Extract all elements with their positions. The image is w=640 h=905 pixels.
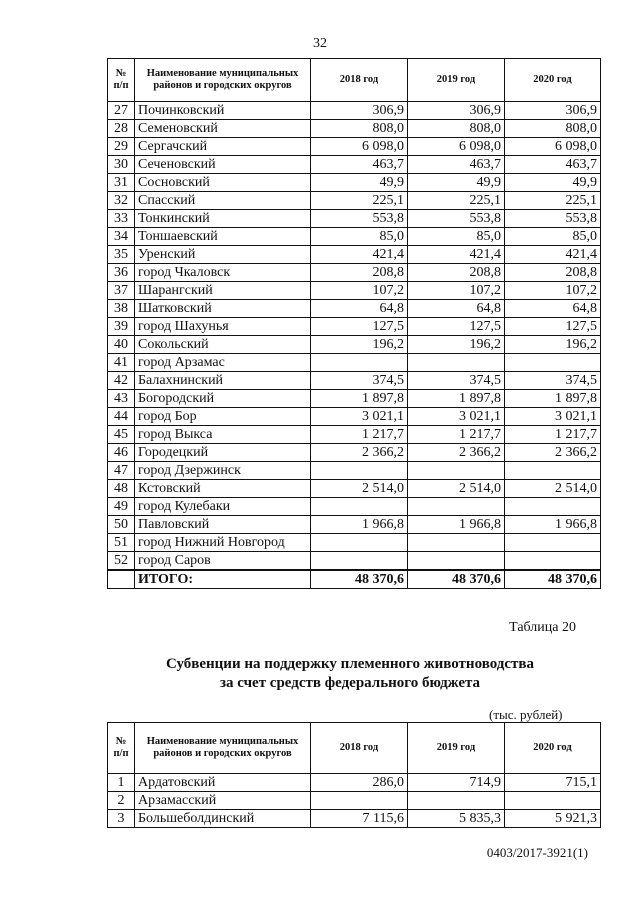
district-name-cell: Сергачский — [135, 138, 311, 156]
table-row — [108, 498, 601, 516]
row-number-cell: 1 — [108, 774, 135, 792]
value-2018-cell: 7 115,6 — [311, 810, 408, 828]
total-2020-cell: 48 370,6 — [505, 570, 601, 589]
total-label-cell: ИТОГО: — [135, 570, 311, 589]
value-2020-cell: 1 217,7 — [505, 426, 601, 444]
district-name-cell: город Шахунья — [135, 318, 311, 336]
header-2019: 2019 год — [408, 59, 505, 102]
row-number-cell: 52 — [108, 552, 135, 571]
value-2019-cell: 2 514,0 — [408, 480, 505, 498]
total-number-cell — [108, 570, 135, 589]
table-row — [108, 516, 601, 534]
value-2018-cell — [311, 792, 408, 810]
row-number-cell: 51 — [108, 534, 135, 552]
value-2018-cell: 1 897,8 — [311, 390, 408, 408]
value-2018-cell — [311, 552, 408, 571]
table-row — [108, 246, 601, 264]
header-name: Наименование муниципальных районов и городских округов — [135, 59, 311, 102]
value-2020-cell — [505, 498, 601, 516]
table-row — [108, 138, 601, 156]
value-2019-cell: 64,8 — [408, 300, 505, 318]
district-name-cell: Тоншаевский — [135, 228, 311, 246]
district-name-cell: город Арзамас — [135, 354, 311, 372]
table-row — [108, 300, 601, 318]
value-2020-cell: 6 098,0 — [505, 138, 601, 156]
district-name-cell: Сеченовский — [135, 156, 311, 174]
row-number-cell: 32 — [108, 192, 135, 210]
header-name: Наименование муниципальных районов и городских округов — [135, 723, 311, 774]
value-2020-cell — [505, 534, 601, 552]
value-2018-cell: 2 514,0 — [311, 480, 408, 498]
district-name-cell: город Дзержинск — [135, 462, 311, 480]
table-row — [108, 174, 601, 192]
district-name-cell: Богородский — [135, 390, 311, 408]
district-name-cell: город Кулебаки — [135, 498, 311, 516]
district-name-cell: Кстовский — [135, 480, 311, 498]
table-row — [108, 264, 601, 282]
value-2019-cell: 127,5 — [408, 318, 505, 336]
district-name-cell: город Саров — [135, 552, 311, 571]
value-2019-cell: 421,4 — [408, 246, 505, 264]
section-title-line-2: за счет средств федерального бюджета — [219, 675, 481, 691]
total-2019-cell: 48 370,6 — [408, 570, 505, 589]
value-2020-cell: 49,9 — [505, 174, 601, 192]
row-number-cell: 36 — [108, 264, 135, 282]
district-name-cell: город Чкаловск — [135, 264, 311, 282]
total-row — [108, 570, 601, 589]
district-name-cell: Уренский — [135, 246, 311, 264]
table-row — [108, 390, 601, 408]
value-2019-cell — [408, 534, 505, 552]
district-name-cell: Сокольский — [135, 336, 311, 354]
row-number-cell: 2 — [108, 792, 135, 810]
table-header-row — [108, 723, 601, 774]
value-2019-cell: 225,1 — [408, 192, 505, 210]
total-2018-cell: 48 370,6 — [311, 570, 408, 589]
table-row — [108, 792, 601, 810]
value-2018-cell: 127,5 — [311, 318, 408, 336]
value-2019-cell — [408, 552, 505, 571]
value-2018-cell — [311, 498, 408, 516]
table-row — [108, 426, 601, 444]
table-row — [108, 444, 601, 462]
value-2018-cell: 1 966,8 — [311, 516, 408, 534]
value-2020-cell — [505, 462, 601, 480]
value-2020-cell: 5 921,3 — [505, 810, 601, 828]
value-2020-cell: 107,2 — [505, 282, 601, 300]
header-2019: 2019 год — [408, 723, 505, 774]
table-caption: Таблица 20 — [509, 620, 576, 635]
breeding-subsidy-table — [107, 722, 601, 828]
page-number: 32 — [313, 36, 327, 51]
value-2018-cell: 196,2 — [311, 336, 408, 354]
row-number-cell: 28 — [108, 120, 135, 138]
value-2020-cell: 3 021,1 — [505, 408, 601, 426]
district-name-cell: Тонкинский — [135, 210, 311, 228]
row-number-cell: 41 — [108, 354, 135, 372]
table-row — [108, 462, 601, 480]
value-2018-cell: 2 366,2 — [311, 444, 408, 462]
value-2020-cell: 85,0 — [505, 228, 601, 246]
value-2019-cell: 107,2 — [408, 282, 505, 300]
district-name-cell: Шатковский — [135, 300, 311, 318]
value-2019-cell: 374,5 — [408, 372, 505, 390]
table-row — [108, 774, 601, 792]
table-row — [108, 534, 601, 552]
district-name-cell: Городецкий — [135, 444, 311, 462]
value-2019-cell: 1 897,8 — [408, 390, 505, 408]
value-2019-cell: 463,7 — [408, 156, 505, 174]
table-row — [108, 552, 601, 571]
row-number-cell: 44 — [108, 408, 135, 426]
row-number-cell: 45 — [108, 426, 135, 444]
value-2018-cell: 463,7 — [311, 156, 408, 174]
table-row — [108, 480, 601, 498]
district-name-cell: Шарангский — [135, 282, 311, 300]
table-row — [108, 156, 601, 174]
value-2019-cell: 1 217,7 — [408, 426, 505, 444]
value-2020-cell: 1 897,8 — [505, 390, 601, 408]
value-2020-cell: 208,8 — [505, 264, 601, 282]
value-2020-cell — [505, 792, 601, 810]
row-number-cell: 38 — [108, 300, 135, 318]
row-number-cell: 49 — [108, 498, 135, 516]
header-2018: 2018 год — [311, 59, 408, 102]
value-2018-cell: 421,4 — [311, 246, 408, 264]
value-2019-cell: 5 835,3 — [408, 810, 505, 828]
table-row — [108, 120, 601, 138]
value-2018-cell: 306,9 — [311, 102, 408, 120]
table-row — [108, 810, 601, 828]
value-2020-cell: 808,0 — [505, 120, 601, 138]
row-number-cell: 35 — [108, 246, 135, 264]
district-name-cell: Ардатовский — [135, 774, 311, 792]
district-name-cell: Павловский — [135, 516, 311, 534]
row-number-cell: 37 — [108, 282, 135, 300]
header-2018: 2018 год — [311, 723, 408, 774]
row-number-cell: 34 — [108, 228, 135, 246]
value-2018-cell: 374,5 — [311, 372, 408, 390]
row-number-cell: 29 — [108, 138, 135, 156]
value-2020-cell — [505, 552, 601, 571]
value-2018-cell — [311, 354, 408, 372]
value-2019-cell: 49,9 — [408, 174, 505, 192]
units-label: (тыс. рублей) — [489, 707, 563, 722]
row-number-cell: 31 — [108, 174, 135, 192]
district-name-cell: Спасский — [135, 192, 311, 210]
table-row — [108, 318, 601, 336]
row-number-cell: 3 — [108, 810, 135, 828]
district-name-cell: город Бор — [135, 408, 311, 426]
table-row — [108, 102, 601, 120]
table-row — [108, 336, 601, 354]
value-2019-cell: 1 966,8 — [408, 516, 505, 534]
district-name-cell: город Выкса — [135, 426, 311, 444]
row-number-cell: 50 — [108, 516, 135, 534]
row-number-cell: 42 — [108, 372, 135, 390]
value-2020-cell: 421,4 — [505, 246, 601, 264]
value-2018-cell: 85,0 — [311, 228, 408, 246]
table-row — [108, 372, 601, 390]
table-row — [108, 408, 601, 426]
value-2019-cell: 6 098,0 — [408, 138, 505, 156]
value-2018-cell — [311, 462, 408, 480]
document-code: 0403/2017-3921(1) — [486, 845, 588, 860]
value-2018-cell: 3 021,1 — [311, 408, 408, 426]
value-2018-cell: 225,1 — [311, 192, 408, 210]
table-header-row — [108, 59, 601, 102]
district-name-cell: город Нижний Новгород — [135, 534, 311, 552]
row-number-cell: 40 — [108, 336, 135, 354]
header-number: № п/п — [108, 723, 135, 774]
district-name-cell: Арзамасский — [135, 792, 311, 810]
district-name-cell: Балахнинский — [135, 372, 311, 390]
value-2018-cell: 64,8 — [311, 300, 408, 318]
district-name-cell: Семеновский — [135, 120, 311, 138]
district-name-cell: Большеболдинский — [135, 810, 311, 828]
value-2019-cell: 714,9 — [408, 774, 505, 792]
header-2020: 2020 год — [505, 59, 601, 102]
value-2020-cell: 2 366,2 — [505, 444, 601, 462]
value-2019-cell — [408, 498, 505, 516]
value-2018-cell: 208,8 — [311, 264, 408, 282]
district-name-cell: Починковский — [135, 102, 311, 120]
value-2020-cell: 64,8 — [505, 300, 601, 318]
value-2020-cell: 306,9 — [505, 102, 601, 120]
section-title-line-1: Субвенции на поддержку племенного животноводства — [166, 656, 534, 672]
value-2019-cell — [408, 354, 505, 372]
header-2020: 2020 год — [505, 723, 601, 774]
value-2019-cell: 553,8 — [408, 210, 505, 228]
value-2020-cell: 715,1 — [505, 774, 601, 792]
row-number-cell: 27 — [108, 102, 135, 120]
row-number-cell: 46 — [108, 444, 135, 462]
value-2018-cell: 1 217,7 — [311, 426, 408, 444]
row-number-cell: 30 — [108, 156, 135, 174]
row-number-cell: 47 — [108, 462, 135, 480]
table-row — [108, 282, 601, 300]
district-name-cell: Сосновский — [135, 174, 311, 192]
value-2020-cell: 196,2 — [505, 336, 601, 354]
row-number-cell: 43 — [108, 390, 135, 408]
value-2019-cell: 808,0 — [408, 120, 505, 138]
table-row — [108, 354, 601, 372]
value-2019-cell: 208,8 — [408, 264, 505, 282]
section-title — [0, 655, 640, 693]
value-2018-cell — [311, 534, 408, 552]
value-2019-cell: 2 366,2 — [408, 444, 505, 462]
row-number-cell: 48 — [108, 480, 135, 498]
value-2020-cell: 553,8 — [505, 210, 601, 228]
value-2020-cell — [505, 354, 601, 372]
value-2020-cell: 1 966,8 — [505, 516, 601, 534]
row-number-cell: 39 — [108, 318, 135, 336]
value-2019-cell: 196,2 — [408, 336, 505, 354]
value-2019-cell: 306,9 — [408, 102, 505, 120]
value-2018-cell: 286,0 — [311, 774, 408, 792]
value-2018-cell: 553,8 — [311, 210, 408, 228]
value-2020-cell: 463,7 — [505, 156, 601, 174]
value-2020-cell: 2 514,0 — [505, 480, 601, 498]
table-row — [108, 210, 601, 228]
value-2019-cell — [408, 462, 505, 480]
table-row — [108, 228, 601, 246]
value-2019-cell: 3 021,1 — [408, 408, 505, 426]
table-row — [108, 192, 601, 210]
row-number-cell: 33 — [108, 210, 135, 228]
value-2018-cell: 107,2 — [311, 282, 408, 300]
header-number: № п/п — [108, 59, 135, 102]
value-2019-cell: 85,0 — [408, 228, 505, 246]
value-2018-cell: 49,9 — [311, 174, 408, 192]
value-2020-cell: 127,5 — [505, 318, 601, 336]
value-2018-cell: 808,0 — [311, 120, 408, 138]
value-2020-cell: 374,5 — [505, 372, 601, 390]
value-2019-cell — [408, 792, 505, 810]
value-2018-cell: 6 098,0 — [311, 138, 408, 156]
main-subsidy-table — [107, 58, 601, 589]
value-2020-cell: 225,1 — [505, 192, 601, 210]
